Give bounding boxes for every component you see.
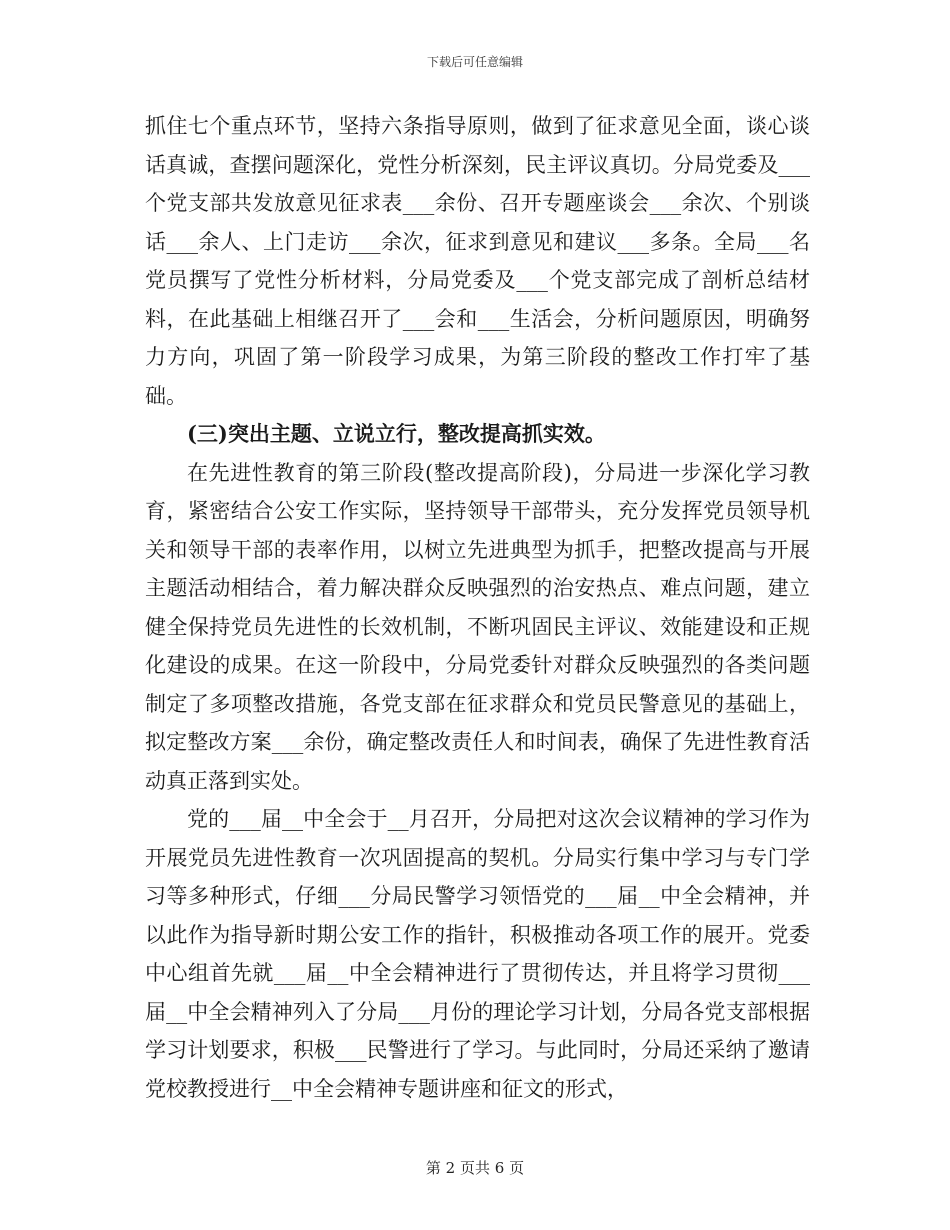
paragraph-continuation: 抓住七个重点环节，坚持六条指导原则，做到了征求意见全面，谈心谈话真诚，查摆问题深化，党性分析深刻，民主评议真切。分局党委及___个党支部共发放意见征求表___余份、召开专题座谈会___余次、个别谈话___余人、上门走访___余次，征求到意见和建议___多条。全局___名党员撰写了党性分析材料，分局党委及___个党支部完成了剖析总结材料，在此基础上相继召开了___会和___生活会，分析问题原因，明确努力方向，巩固了第一阶段学习成果，为第三阶段的整改工作打牢了基础。 bbox=[145, 114, 810, 408]
paragraph-plenary-session: 党的___届__中全会于__月召开，分局把对这次会议精神的学习作为开展党员先进性教育一次巩固提高的契机。分局实行集中学习与专门学习等多种形式，仔细___分局民警学习领悟党的___届__中全会精神，并以此作为指导新时期公安工作的指针，积极推动各项工作的展开。党委中心组首先就___届__中全会精神进行了贯彻传达，并且将学习贯彻___届__中全会精神列入了分局___月份的理论学习计划，分局各党支部根据学习计划要求，积极___民警进行了学习。与此同时，分局还采纳了邀请党校教授进行__中全会精神专题讲座和征文的形式， bbox=[145, 807, 810, 1101]
section-heading: (三)突出主题、立说立行，整改提高抓实效。 bbox=[187, 421, 606, 446]
document-body bbox=[145, 107, 810, 1108]
page-footer: 第 2 页共 6 页 bbox=[425, 1159, 525, 1177]
paragraph-third-stage: 在先进性教育的第三阶段(整改提高阶段)，分局进一步深化学习教育，紧密结合公安工作实际，坚持领导干部带头，充分发挥党员领导机关和领导干部的表率作用，以树立先进典型为抓手，把整改提高与开展主题活动相结合，着力解决群众反映强烈的治安热点、难点问题，建立健全保持党员先进性的长效机制，不断巩固民主评议、效能建设和正规化建设的成果。在这一阶段中，分局党委针对群众反映强烈的各类问题制定了多项整改措施，各党支部在征求群众和党员民警意见的基础上，拟定整改方案___余份，确定整改责任人和时间表，确保了先进性教育活动真正落到实处。 bbox=[145, 460, 810, 793]
page-header: 下载后可任意编辑 bbox=[426, 55, 523, 69]
